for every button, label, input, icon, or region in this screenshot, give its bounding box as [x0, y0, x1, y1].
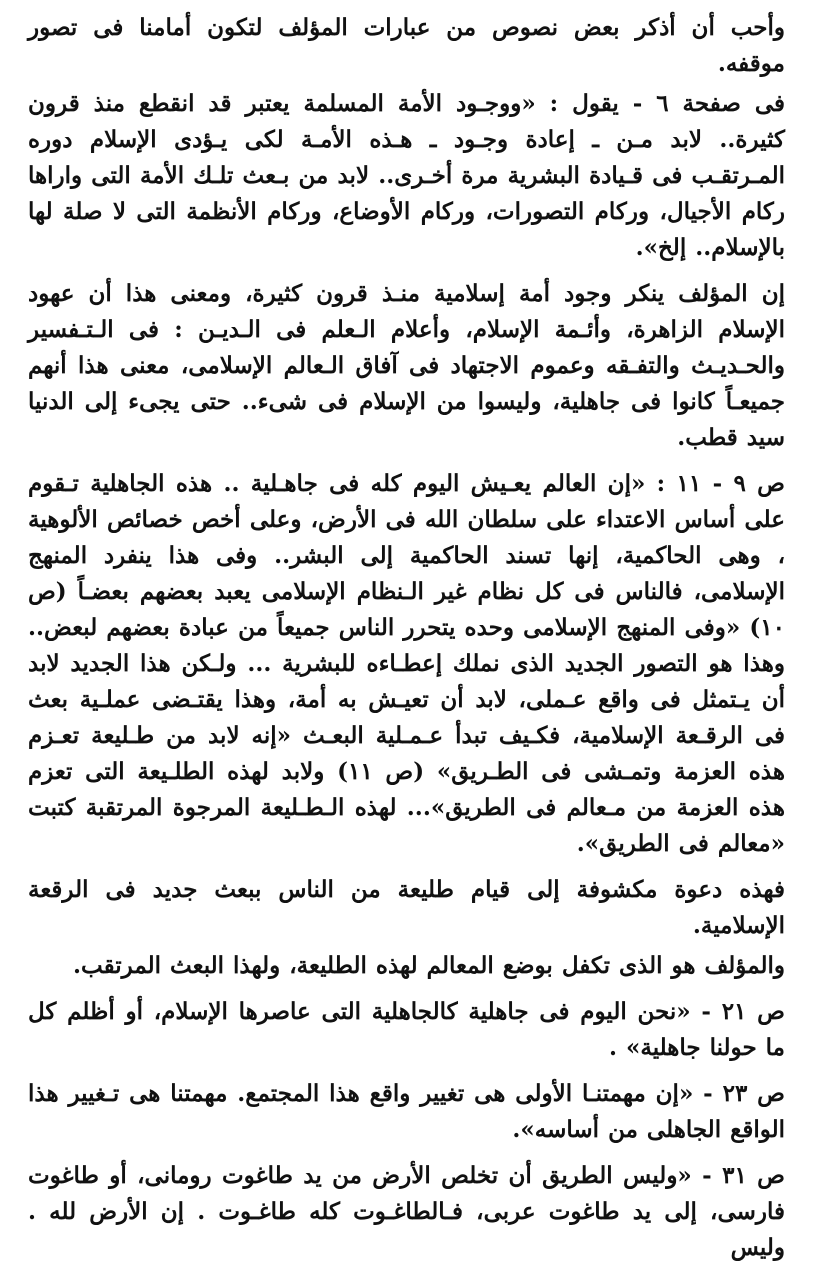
paragraph-quote-page-6: فى صفحة ٦ - يقول : «ووجـود الأمة المسلمة يعتبر قد انقطع منذ قرون كثيرة.. لابد مـن ـ إعادة وجـود ـ هـذه الأمـة لكى يـؤدى الإسلام دوره المـرتقـب فى قـيادة البشرية مرة أخـرى.. لابد من بـعث تلـك الأمة التى واراها ركام الأجيال، وركام التصورات، وركام الأوضاع، وركام الأنظمة التى لا صلة لها بالإسلام.. إلخ».	[28, 90, 785, 261]
paragraph-quote-page-23: ص ٢٣ - «إن مهمتنـا الأولى هى تغيير واقع هذا المجتمع. مهمتنا هى تـغيير هذا الواقع الجاهلى من أساسه».	[28, 1080, 785, 1143]
paragraph-quote-pages-9-11: ص ٩ - ١١ : «إن العالم يعـيش اليوم كله فى جاهـلية .. هذه الجاهلية تـقوم على أساس الاعتداء على سلطان الله فى الأرض، وعلى أخص خصائص الألوهية ، وهى الحاكمية، إنها تسند الحاكمية إلى البشر.. وفى هذا ينفرد المنهج الإسلامى، فالناس فى كل نظام غير الـنظام الإسلامى يعبد بعضهم بعضـاً (ص ١٠) «وفى المنهج الإسلامى وحده يتحرر الناس جميعاً من عبادة بعضهم لبعض.. وهذا هو التصور الجديد الذى نملك إعطـاءه للبشرية ... ولـكن هذا الجديد لابد أن يـتمثل فى واقع عـملى، لابد أن تعيـش به أمة، وهذا يقتـضى عملـية بعث فى الرقـعة الإسلامية، فكـيف تبدأ عـمـلية البعـث «إنه لابد من طـليعة تعـزم هذه العزمة وتمـشى فى الطـريق» (ص ١١) ولابد لهذه الطلـيعة التى تعزم هذه العزمة من مـعالم فى الطريق»... لهذه الـطـليعة المرجوة المرتقبة كتبت «معالم فى الطريق».	[28, 470, 785, 857]
paragraph-intro: وأحب أن أذكر بعض نصوص من عبارات المؤلف لتكون أمامنا فى تصور موقفه.	[28, 14, 785, 77]
paragraph-open-call: فهذه دعوة مكشوفة إلى قيام طليعة من الناس ببعث جديد فى الرقعة الإسلامية.	[28, 876, 785, 939]
paragraph-author-role: والمؤلف هو الذى تكفل بوضع المعالم لهذه الطليعة، ولهذا البعث المرتقب.	[73, 952, 785, 979]
paragraph-author-critique: إن المؤلف ينكر وجود أمة إسلامية منـذ قرون كثيرة، ومعنى هذا أن عهود الإسلام الزاهرة، وأئـمة الإسلام، وأعلام الـعلم فى الـديـن : فى الـتـفسير والحـديـث والتفـقه وعموم الاجتهاد فى آفاق الـعالم الإسلامى، معنى هذا أنهم جميعـاً كانوا فى جاهلية، وليسوا من الإسلام فى شىء.. حتى يجىء إلى الدنيا سيد قطب.	[28, 280, 785, 451]
paragraph-quote-page-31: ص ٣١ - «وليس الطريق أن تخلص الأرض من يد طاغوت رومانى، أو طاغوت فارسى، إلى يد طاغوت عربى، فـالطاغـوت كله طاغـوت . إن الأرض لله . وليس	[28, 1162, 785, 1261]
paragraph-quote-page-21: ص ٢١ - «نحن اليوم فى جاهلية كالجاهلية التى عاصرها الإسلام، أو أظلم كل ما حولنا جاهلية» .	[28, 998, 785, 1061]
